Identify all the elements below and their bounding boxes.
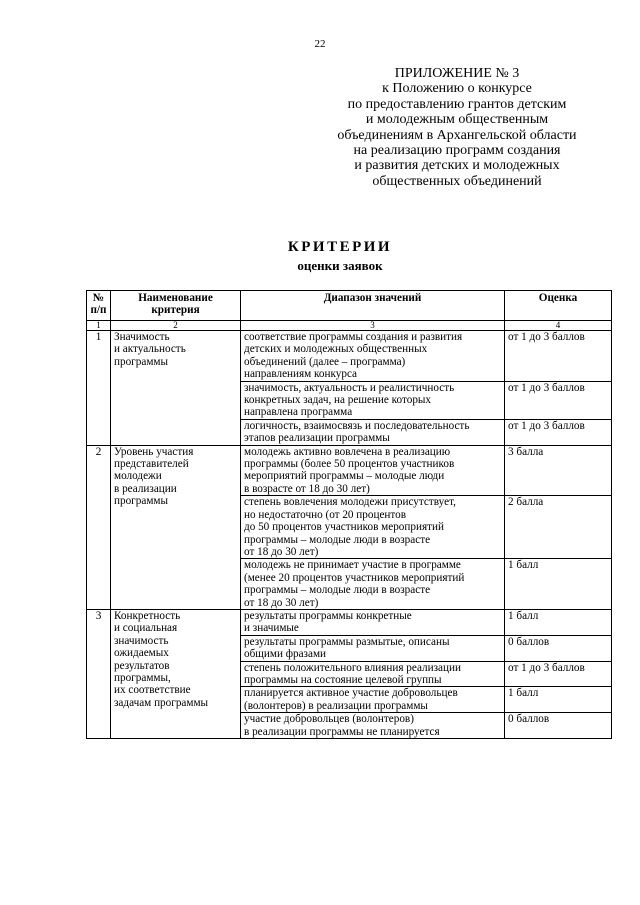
range-cell: планируется активное участие добровольцев (волонтеров) в реализации программы — [241, 687, 505, 713]
range-cell: молодежь не принимает участие в программе (менее 20 процентов участников мероприятий программы – молодые люди в возрасте от 18 до 30 лет) — [241, 559, 505, 610]
range-cell: степень вовлечения молодежи присутствует, но недостаточно (от 20 процентов до 50 процентов участников мероприятий программы – молодые люди в возрасте от 18 до 30 лет) — [241, 496, 505, 559]
table-row — [87, 609, 612, 635]
page-number: 22 — [314, 38, 326, 50]
column-number: 3 — [241, 321, 505, 331]
header-score: Оценка — [505, 291, 612, 321]
score-cell: 0 баллов — [505, 713, 612, 739]
range-cell: степень положительного влияния реализации программы на состояние целевой группы — [241, 661, 505, 687]
appendix-line: ПРИЛОЖЕНИЕ № 3 — [394, 66, 520, 81]
header-range: Диапазон значений — [241, 291, 505, 321]
appendix-line: на реализацию программ создания — [353, 143, 561, 159]
range-cell: значимость, актуальность и реалистичность конкретных задач, на решение которых направлена программа — [241, 381, 505, 419]
table-row — [87, 445, 612, 496]
range-cell: соответствие программы создания и развития детских и молодежных общественных объединений (далее – программа) направлениям конкурса — [241, 331, 505, 382]
range-cell: результаты программы конкретные и значимые — [241, 609, 505, 635]
score-cell: 2 балла — [505, 496, 612, 559]
range-cell: результаты программы размытые, описаны общими фразами — [241, 635, 505, 661]
score-cell: 1 балл — [505, 687, 612, 713]
criteria-table — [86, 290, 612, 739]
range-cell: участие добровольцев (волонтеров) в реализации программы не планируется — [241, 713, 505, 739]
criterion-name: Значимость и актуальность программы — [111, 331, 241, 446]
criterion-number: 3 — [87, 609, 111, 738]
appendix-line: общественных объединений — [372, 173, 542, 189]
appendix-line: к Положению о конкурсе — [382, 81, 532, 97]
table-row — [87, 331, 612, 382]
column-number: 2 — [111, 321, 241, 331]
appendix-header — [300, 66, 614, 189]
document-title: КРИТЕРИИ — [287, 239, 393, 255]
appendix-line: и развития детских и молодежных — [354, 158, 560, 174]
criterion-name: Конкретность и социальная значимость ожидаемых результатов программы, их соответствие задачам программы — [111, 609, 241, 738]
column-number: 1 — [87, 321, 111, 331]
appendix-line: и молодежным общественным — [365, 112, 549, 128]
score-cell: 3 балла — [505, 445, 612, 496]
appendix-line: по предоставлению грантов детским — [347, 96, 567, 112]
score-cell: 1 балл — [505, 559, 612, 610]
score-cell: от 1 до 3 баллов — [505, 331, 612, 382]
score-cell: от 1 до 3 баллов — [505, 381, 612, 419]
table-header-row — [87, 291, 612, 321]
appendix-line: объединениям в Архангельской области — [337, 127, 577, 143]
score-cell: 1 балл — [505, 609, 612, 635]
column-number-row — [87, 321, 612, 331]
criterion-number: 1 — [87, 331, 111, 446]
criterion-number: 2 — [87, 445, 111, 609]
header-criterion: Наименование критерия — [111, 291, 241, 321]
score-cell: от 1 до 3 баллов — [505, 661, 612, 687]
criterion-name: Уровень участия представителей молодежи в реализации программы — [111, 445, 241, 609]
column-number: 4 — [505, 321, 612, 331]
document-subtitle: оценки заявок — [297, 258, 383, 273]
score-cell: от 1 до 3 баллов — [505, 419, 612, 445]
score-cell: 0 баллов — [505, 635, 612, 661]
range-cell: молодежь активно вовлечена в реализацию программы (более 50 процентов участников мероприятий программы – молодые люди в возрасте от 18 до 30 лет) — [241, 445, 505, 496]
header-num: № п/п — [87, 291, 111, 321]
range-cell: логичность, взаимосвязь и последовательность этапов реализации программы — [241, 419, 505, 445]
